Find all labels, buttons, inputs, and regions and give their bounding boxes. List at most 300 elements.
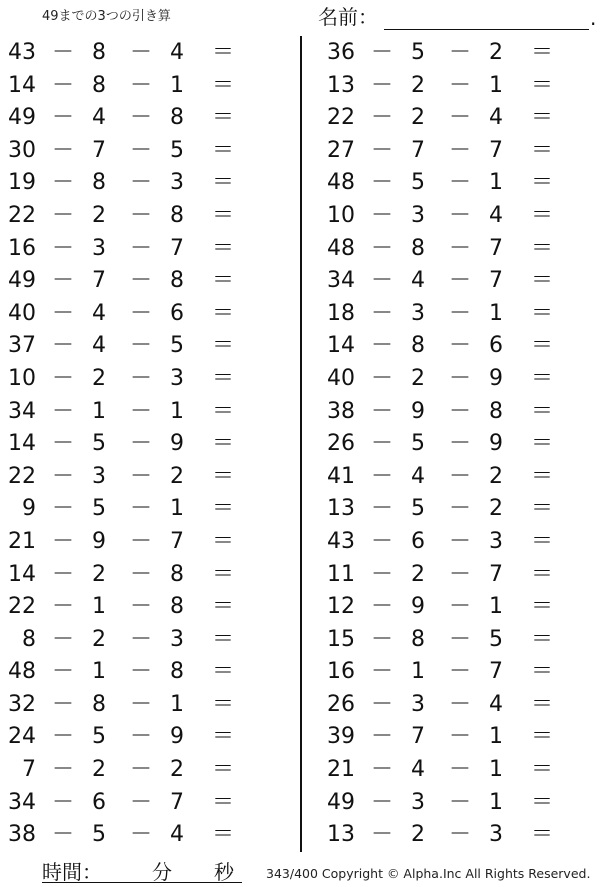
equals-sign: ＝ [531, 724, 554, 750]
minus-sign: － [130, 105, 153, 131]
second-number: 3 [411, 202, 425, 228]
third-number: 4 [489, 105, 503, 131]
equals-sign: ＝ [531, 202, 554, 228]
first-number: 40 [8, 300, 36, 326]
first-number: 9 [22, 496, 36, 522]
equals-sign: ＝ [212, 300, 235, 326]
minus-sign: － [130, 137, 153, 163]
minutes-label: 分 [152, 860, 172, 884]
third-number: 2 [489, 40, 503, 65]
third-number: 2 [170, 757, 184, 783]
minus-sign: － [371, 757, 394, 783]
second-number: 6 [92, 789, 106, 815]
minus-sign: － [52, 626, 75, 652]
first-number: 30 [8, 137, 36, 163]
minus-sign: － [371, 626, 394, 652]
equals-sign: ＝ [212, 594, 235, 620]
minus-sign: － [449, 659, 472, 685]
first-number: 37 [8, 333, 36, 359]
first-number: 34 [8, 398, 36, 424]
equals-sign: ＝ [531, 235, 554, 261]
second-number: 7 [411, 724, 425, 750]
equals-sign: ＝ [531, 105, 554, 131]
equals-sign: ＝ [212, 40, 235, 65]
first-number: 22 [327, 105, 355, 131]
minus-sign: － [371, 594, 394, 620]
second-number: 2 [411, 72, 425, 98]
minus-sign: － [130, 431, 153, 457]
minus-sign: － [130, 594, 153, 620]
minus-sign: － [449, 333, 472, 359]
minus-sign: － [130, 40, 153, 65]
third-number: 1 [489, 789, 503, 815]
second-number: 2 [92, 202, 106, 228]
second-number: 2 [411, 105, 425, 131]
equals-sign: ＝ [531, 757, 554, 783]
first-number: 26 [327, 691, 355, 717]
minus-sign: － [52, 431, 75, 457]
second-number: 8 [92, 170, 106, 196]
third-number: 6 [170, 300, 184, 326]
second-number: 9 [411, 594, 425, 620]
equals-sign: ＝ [531, 268, 554, 294]
minus-sign: － [52, 757, 75, 783]
second-number: 3 [411, 300, 425, 326]
first-number: 27 [327, 137, 355, 163]
minus-sign: － [449, 431, 472, 457]
minus-sign: － [52, 170, 75, 196]
equals-sign: ＝ [531, 398, 554, 424]
second-number: 9 [411, 398, 425, 424]
minus-sign: － [371, 528, 394, 554]
minus-sign: － [371, 72, 394, 98]
second-number: 4 [92, 333, 106, 359]
minus-sign: － [130, 757, 153, 783]
equals-sign: ＝ [212, 691, 235, 717]
minus-sign: － [371, 496, 394, 522]
minus-sign: － [371, 105, 394, 131]
equals-sign: ＝ [212, 365, 235, 391]
copyright-text: 343/400 Copyright © Alpha.Inc All Rights Reserved. [266, 866, 591, 881]
minus-sign: － [449, 170, 472, 196]
third-number: 8 [170, 105, 184, 131]
third-number: 1 [489, 724, 503, 750]
third-number: 7 [489, 561, 503, 587]
minus-sign: － [130, 626, 153, 652]
second-number: 2 [411, 561, 425, 587]
first-number: 22 [8, 594, 36, 620]
equals-sign: ＝ [531, 300, 554, 326]
equals-sign: ＝ [531, 365, 554, 391]
second-number: 8 [92, 72, 106, 98]
minus-sign: － [371, 561, 394, 587]
minus-sign: － [52, 528, 75, 554]
equals-sign: ＝ [531, 496, 554, 522]
third-number: 8 [170, 268, 184, 294]
first-number: 21 [327, 757, 355, 783]
third-number: 3 [489, 822, 503, 848]
minus-sign: － [130, 300, 153, 326]
third-number: 2 [489, 496, 503, 522]
third-number: 1 [170, 398, 184, 424]
third-number: 3 [170, 365, 184, 391]
minus-sign: － [52, 594, 75, 620]
third-number: 4 [489, 691, 503, 717]
third-number: 7 [170, 528, 184, 554]
third-number: 1 [170, 72, 184, 98]
minus-sign: － [371, 333, 394, 359]
first-number: 38 [327, 398, 355, 424]
minus-sign: － [371, 822, 394, 848]
minus-sign: － [449, 105, 472, 131]
first-number: 7 [22, 757, 36, 783]
minus-sign: － [449, 528, 472, 554]
third-number: 1 [489, 170, 503, 196]
minus-sign: － [52, 365, 75, 391]
minus-sign: － [52, 463, 75, 489]
first-number: 39 [327, 724, 355, 750]
first-number: 18 [327, 300, 355, 326]
minus-sign: － [130, 268, 153, 294]
third-number: 7 [170, 235, 184, 261]
minus-sign: － [52, 822, 75, 848]
first-number: 40 [327, 365, 355, 391]
minus-sign: － [130, 691, 153, 717]
minus-sign: － [130, 463, 153, 489]
equals-sign: ＝ [212, 268, 235, 294]
minus-sign: － [371, 40, 394, 65]
second-number: 7 [92, 137, 106, 163]
minus-sign: － [130, 496, 153, 522]
equals-sign: ＝ [212, 398, 235, 424]
equals-sign: ＝ [531, 431, 554, 457]
minus-sign: － [449, 594, 472, 620]
minus-sign: － [52, 398, 75, 424]
equals-sign: ＝ [212, 72, 235, 98]
minus-sign: － [449, 561, 472, 587]
minus-sign: － [130, 561, 153, 587]
minus-sign: － [371, 170, 394, 196]
minus-sign: － [130, 333, 153, 359]
minus-sign: － [371, 268, 394, 294]
first-number: 38 [8, 822, 36, 848]
first-number: 43 [8, 40, 36, 65]
first-number: 22 [8, 202, 36, 228]
third-number: 1 [489, 72, 503, 98]
minus-sign: － [449, 137, 472, 163]
second-number: 4 [92, 105, 106, 131]
third-number: 9 [489, 431, 503, 457]
minus-sign: － [449, 626, 472, 652]
equals-sign: ＝ [531, 72, 554, 98]
second-number: 4 [411, 463, 425, 489]
minus-sign: － [449, 757, 472, 783]
minus-sign: － [449, 496, 472, 522]
time-field [42, 856, 242, 883]
time-label: 時間： [42, 860, 102, 884]
first-number: 49 [8, 105, 36, 131]
second-number: 1 [411, 659, 425, 685]
second-number: 5 [411, 170, 425, 196]
minus-sign: － [130, 789, 153, 815]
name-blank-line [384, 9, 589, 30]
equals-sign: ＝ [531, 137, 554, 163]
second-number: 5 [92, 431, 106, 457]
equals-sign: ＝ [212, 822, 235, 848]
second-number: 8 [411, 333, 425, 359]
third-number: 4 [489, 202, 503, 228]
second-number: 7 [411, 137, 425, 163]
first-number: 16 [327, 659, 355, 685]
minus-sign: － [449, 463, 472, 489]
minus-sign: － [449, 235, 472, 261]
minus-sign: － [371, 398, 394, 424]
first-number: 36 [327, 40, 355, 65]
third-number: 8 [170, 561, 184, 587]
minus-sign: － [52, 561, 75, 587]
minus-sign: － [52, 40, 75, 65]
second-number: 2 [92, 757, 106, 783]
minus-sign: － [449, 398, 472, 424]
minus-sign: － [52, 659, 75, 685]
minus-sign: － [52, 496, 75, 522]
minus-sign: － [449, 822, 472, 848]
third-number: 8 [489, 398, 503, 424]
minus-sign: － [449, 300, 472, 326]
first-number: 26 [327, 431, 355, 457]
second-number: 8 [411, 235, 425, 261]
minus-sign: － [449, 268, 472, 294]
third-number: 7 [489, 137, 503, 163]
second-number: 5 [92, 496, 106, 522]
minus-sign: － [52, 72, 75, 98]
equals-sign: ＝ [212, 463, 235, 489]
minus-sign: － [52, 691, 75, 717]
second-number: 5 [92, 724, 106, 750]
equals-sign: ＝ [531, 789, 554, 815]
third-number: 7 [489, 268, 503, 294]
third-number: 8 [170, 659, 184, 685]
minus-sign: － [52, 235, 75, 261]
third-number: 1 [489, 300, 503, 326]
equals-sign: ＝ [531, 40, 554, 65]
third-number: 7 [489, 659, 503, 685]
first-number: 34 [8, 789, 36, 815]
minus-sign: － [449, 789, 472, 815]
equals-sign: ＝ [531, 691, 554, 717]
equals-sign: ＝ [212, 496, 235, 522]
first-number: 21 [8, 528, 36, 554]
equals-sign: ＝ [212, 235, 235, 261]
third-number: 1 [489, 594, 503, 620]
third-number: 8 [170, 594, 184, 620]
second-number: 9 [92, 528, 106, 554]
minus-sign: － [449, 724, 472, 750]
equals-sign: ＝ [212, 561, 235, 587]
first-number: 15 [327, 626, 355, 652]
equals-sign: ＝ [212, 202, 235, 228]
second-number: 1 [92, 398, 106, 424]
first-number: 43 [327, 528, 355, 554]
minus-sign: － [371, 724, 394, 750]
equals-sign: ＝ [212, 528, 235, 554]
third-number: 2 [170, 463, 184, 489]
equals-sign: ＝ [212, 333, 235, 359]
third-number: 4 [170, 40, 184, 65]
second-number: 7 [92, 268, 106, 294]
equals-sign: ＝ [531, 626, 554, 652]
minus-sign: － [371, 691, 394, 717]
equals-sign: ＝ [531, 561, 554, 587]
third-number: 9 [170, 724, 184, 750]
first-number: 13 [327, 72, 355, 98]
minus-sign: － [52, 137, 75, 163]
second-number: 1 [92, 659, 106, 685]
minus-sign: － [130, 724, 153, 750]
minus-sign: － [52, 105, 75, 131]
first-number: 14 [8, 431, 36, 457]
minus-sign: － [371, 300, 394, 326]
minus-sign: － [130, 659, 153, 685]
minus-sign: － [449, 202, 472, 228]
minus-sign: － [449, 691, 472, 717]
second-number: 8 [411, 626, 425, 652]
equals-sign: ＝ [531, 659, 554, 685]
minus-sign: － [52, 268, 75, 294]
seconds-label: 秒 [214, 860, 234, 884]
second-number: 2 [411, 822, 425, 848]
third-number: 3 [170, 626, 184, 652]
name-field [318, 6, 596, 30]
third-number: 1 [170, 496, 184, 522]
equals-sign: ＝ [212, 757, 235, 783]
minus-sign: － [371, 789, 394, 815]
first-number: 14 [327, 333, 355, 359]
minus-sign: － [130, 365, 153, 391]
third-number: 5 [489, 626, 503, 652]
third-number: 1 [489, 757, 503, 783]
first-number: 34 [327, 268, 355, 294]
minus-sign: － [130, 235, 153, 261]
first-number: 13 [327, 496, 355, 522]
second-number: 2 [411, 365, 425, 391]
first-number: 49 [327, 789, 355, 815]
equals-sign: ＝ [531, 594, 554, 620]
first-number: 12 [327, 594, 355, 620]
minus-sign: － [130, 170, 153, 196]
first-number: 16 [8, 235, 36, 261]
third-number: 5 [170, 137, 184, 163]
second-number: 5 [92, 822, 106, 848]
minus-sign: － [449, 72, 472, 98]
third-number: 8 [170, 202, 184, 228]
second-number: 5 [411, 496, 425, 522]
minus-sign: － [52, 300, 75, 326]
equals-sign: ＝ [531, 822, 554, 848]
equals-sign: ＝ [531, 333, 554, 359]
third-number: 7 [489, 235, 503, 261]
minus-sign: － [52, 202, 75, 228]
second-number: 2 [92, 365, 106, 391]
second-number: 5 [411, 40, 425, 65]
minus-sign: － [52, 333, 75, 359]
minus-sign: － [449, 365, 472, 391]
second-number: 4 [92, 300, 106, 326]
first-number: 14 [8, 561, 36, 587]
equals-sign: ＝ [212, 170, 235, 196]
first-number: 19 [8, 170, 36, 196]
minus-sign: － [52, 724, 75, 750]
first-number: 10 [8, 365, 36, 391]
second-number: 3 [411, 789, 425, 815]
second-number: 4 [411, 757, 425, 783]
minus-sign: － [130, 398, 153, 424]
second-number: 3 [411, 691, 425, 717]
minus-sign: － [52, 789, 75, 815]
third-number: 6 [489, 333, 503, 359]
minus-sign: － [371, 365, 394, 391]
minus-sign: － [130, 528, 153, 554]
third-number: 3 [170, 170, 184, 196]
first-number: 41 [327, 463, 355, 489]
minus-sign: － [371, 463, 394, 489]
minus-sign: － [371, 235, 394, 261]
first-number: 24 [8, 724, 36, 750]
first-number: 22 [8, 463, 36, 489]
first-number: 10 [327, 202, 355, 228]
equals-sign: ＝ [212, 659, 235, 685]
minus-sign: － [449, 40, 472, 65]
worksheet-title: 49までの3つの引き算 [42, 9, 171, 24]
minus-sign: － [130, 822, 153, 848]
second-number: 4 [411, 268, 425, 294]
third-number: 5 [170, 333, 184, 359]
second-number: 3 [92, 463, 106, 489]
first-number: 8 [22, 626, 36, 652]
equals-sign: ＝ [212, 626, 235, 652]
first-number: 48 [327, 235, 355, 261]
minus-sign: － [371, 431, 394, 457]
first-number: 49 [8, 268, 36, 294]
equals-sign: ＝ [212, 789, 235, 815]
second-number: 1 [92, 594, 106, 620]
third-number: 4 [170, 822, 184, 848]
third-number: 9 [170, 431, 184, 457]
minus-sign: － [371, 137, 394, 163]
first-number: 48 [8, 659, 36, 685]
first-number: 13 [327, 822, 355, 848]
third-number: 3 [489, 528, 503, 554]
second-number: 2 [92, 626, 106, 652]
minus-sign: － [130, 202, 153, 228]
name-end-dot: . [590, 6, 597, 30]
equals-sign: ＝ [212, 724, 235, 750]
minus-sign: － [371, 659, 394, 685]
equals-sign: ＝ [531, 528, 554, 554]
third-number: 1 [170, 691, 184, 717]
first-number: 48 [327, 170, 355, 196]
third-number: 9 [489, 365, 503, 391]
name-label: 名前： [318, 5, 378, 29]
equals-sign: ＝ [212, 137, 235, 163]
second-number: 6 [411, 528, 425, 554]
equals-sign: ＝ [212, 105, 235, 131]
equals-sign: ＝ [212, 431, 235, 457]
first-number: 14 [8, 72, 36, 98]
column-divider [300, 36, 302, 852]
equals-sign: ＝ [531, 170, 554, 196]
third-number: 7 [170, 789, 184, 815]
